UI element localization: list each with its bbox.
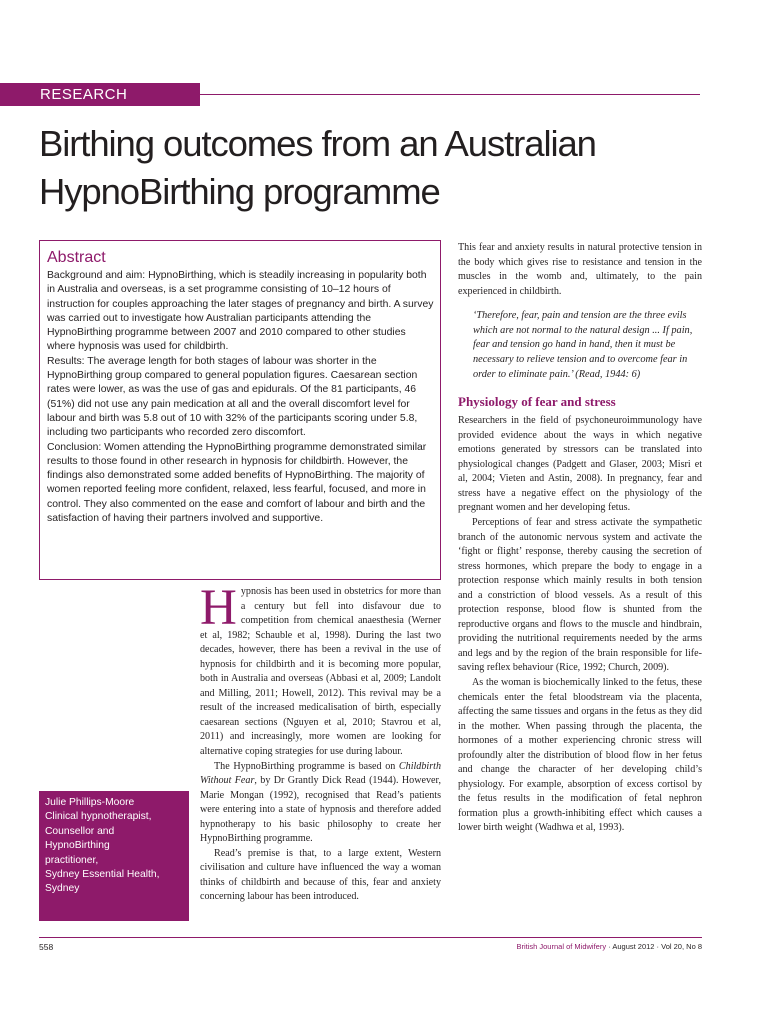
footer-rule: [39, 937, 702, 938]
page-number: 558: [39, 942, 54, 952]
body-paragraph: [200, 580, 441, 760]
abstract-results: Results: The average length for both stages of labour was shorter in the HypnoBirthing group compared to general population figures. Caesarean section rates were lower, as was the use of gas and epidurals. Of the 81 participants, 46 (51%) did not use any pain medication at all and the overall discomfort level for labour and birth was 5.8 out of 10 with 32% of the participants scoring under 5.8, including two participants who recorded zero discomfort.: [47, 355, 418, 439]
book-title: Childbirth Without Fear: [200, 760, 441, 787]
journal-info: [516, 942, 702, 951]
body-paragraph: This fear and anxiety results in natural protective tension in the body which gives rise to resistance and tension in the muscles in the womb and, ultimately, to the pain experienced in childbirth.: [458, 242, 702, 297]
paragraph-text: ypnosis has been used in obstetrics for more than a century but fell into disfavour due to competition from chemical anaesthesia (Werner et al, 1982; Schauble et al, 1998). During the last two decades, however, there has been a revival in the use of hypnosis for childbirth and it is becoming more popular, both in Australia and overseas (Abbasi et al, 2009; Landolt and Milling, 2011; Howell, 2012). This revival may be a result of the increased medicalisation of birth, especially caesarean sections (Nguyen et al, 2010; Stavrou et al, 2011) and increasingly, more women are looking for alternative coping strategies for use during labour.: [200, 586, 441, 758]
author-name: Julie Phillips-Moore: [45, 797, 135, 808]
author-role: HypnoBirthing: [45, 840, 110, 852]
abstract-box: [39, 240, 441, 580]
section-label: RESEARCH: [0, 83, 200, 106]
journal-issue: · August 2012 · Vol 20, No 8: [606, 942, 702, 951]
author-affiliation: Sydney: [45, 883, 80, 895]
author-affiliation: Sydney Essential Health,: [45, 869, 160, 881]
author-role: Counsellor and: [45, 825, 115, 837]
body-column-middle: [200, 580, 441, 905]
journal-name: British Journal of Midwifery: [516, 942, 607, 951]
block-quote: ‘Therefore, fear, pain and tension are the three evils which are not normal to the natural design ... If pain, fear and tension go hand in hand, then it must be necessary to relieve tension and to overcome fear in order to eliminate pain.’ (Read, 1944: 6): [473, 310, 693, 380]
author-role: Clinical hypnotherapist,: [45, 811, 152, 823]
paragraph-text: The HypnoBirthing programme is based on: [214, 760, 399, 772]
body-paragraph: Researchers in the field of psychoneuroimmunology have provided evidence about the ways in which negative emotions generated by stressors can be translated into physiological changes (Padgett and Glaser, 2003; Misri et al, 2004; Vieten and Astin, 2008). In pregnancy, fear and stress have a negative effect on the physiology of the pregnant women and her developing fetus.: [458, 415, 702, 514]
section-subheading: Physiology of fear and stress: [458, 394, 616, 410]
body-column-right: [458, 241, 702, 836]
article-title: Birthing outcomes from an Australian HypnoBirthing programme: [39, 123, 596, 212]
body-paragraph: Read’s premise is that, to a large extent, Western civilisation and culture have influenced the way a woman thinks of childbirth and because of this, fear and anxiety concerning labour has been introduced.: [200, 847, 441, 903]
body-paragraph: As the woman is biochemically linked to the fetus, these chemicals enter the fetal bloodstream via the placenta, affecting the same tissues and organs in the fetus as they did in the mother. When passing through the placenta, the hormones of a mother experiencing chronic stress will profoundly alter the distribution of blood flow in her fetus and change the character of her developing child’s physiology. For example, absorption of excess cortisol by the fetus results in the modification of fetal nephron formation plus a growth-inhibiting effect which causes a lower birth weight (Wadhwa et al, 1993).: [458, 677, 702, 834]
abstract-background: Background and aim: HypnoBirthing, which is steadily increasing in popularity both in Australia and overseas, is a set programme consisting of 10–12 hours of instruction for couples approaching the later stages of pregnancy and birth. A survey was carried out to investigate how Australian participants attending the HypnoBirthing programme between 2007 and 2010 compared to other studies where hypnosis was used for childbirth.: [47, 270, 434, 353]
author-role: practitioner,: [45, 854, 99, 866]
drop-cap: H: [200, 580, 237, 636]
body-paragraph: [200, 760, 441, 847]
abstract-heading: Abstract: [47, 249, 106, 266]
author-box: [39, 791, 189, 921]
abstract-conclusion: Conclusion: Women attending the HypnoBirthing programme demonstrated similar results to those found in other research in hypnosis for childbirth. However, the findings also demonstrated some added benefits of HypnoBirthing. The majority of women reported feeling more confident, relaxed, less fearful, focused, and more in control. They also commented on the ease and comfort of labour and birth and the satisfaction of having their partners involved and supportive.: [47, 441, 427, 525]
body-paragraph: Perceptions of fear and stress activate the sympathetic branch of the autonomic nervous system and activate the ‘fight or flight’ response, thereby causing the secretion of stress hormones, which prepare the body to engage in a protection response which mainly results in both tension and a constriction of blood vessels. As a result of this protection response, blood flow is shunted from the reproductive organs and flows to the muscle and hindbrain, providing the nutritional requirements needed by the arms and legs and by the region of the brain responsible for life-saving reflex behaviour (Rice, 1992; Church, 2009).: [458, 516, 702, 674]
paragraph-text: , by Dr Grantly Dick Read (1944). However, Marie Mongan (1992), recognised that Read’s patients were entering into a state of hypnosis and therefore added hypnotherapy to his basic philosophy to create her HypnoBirthing programme.: [200, 775, 441, 845]
section-rule: [200, 94, 700, 95]
